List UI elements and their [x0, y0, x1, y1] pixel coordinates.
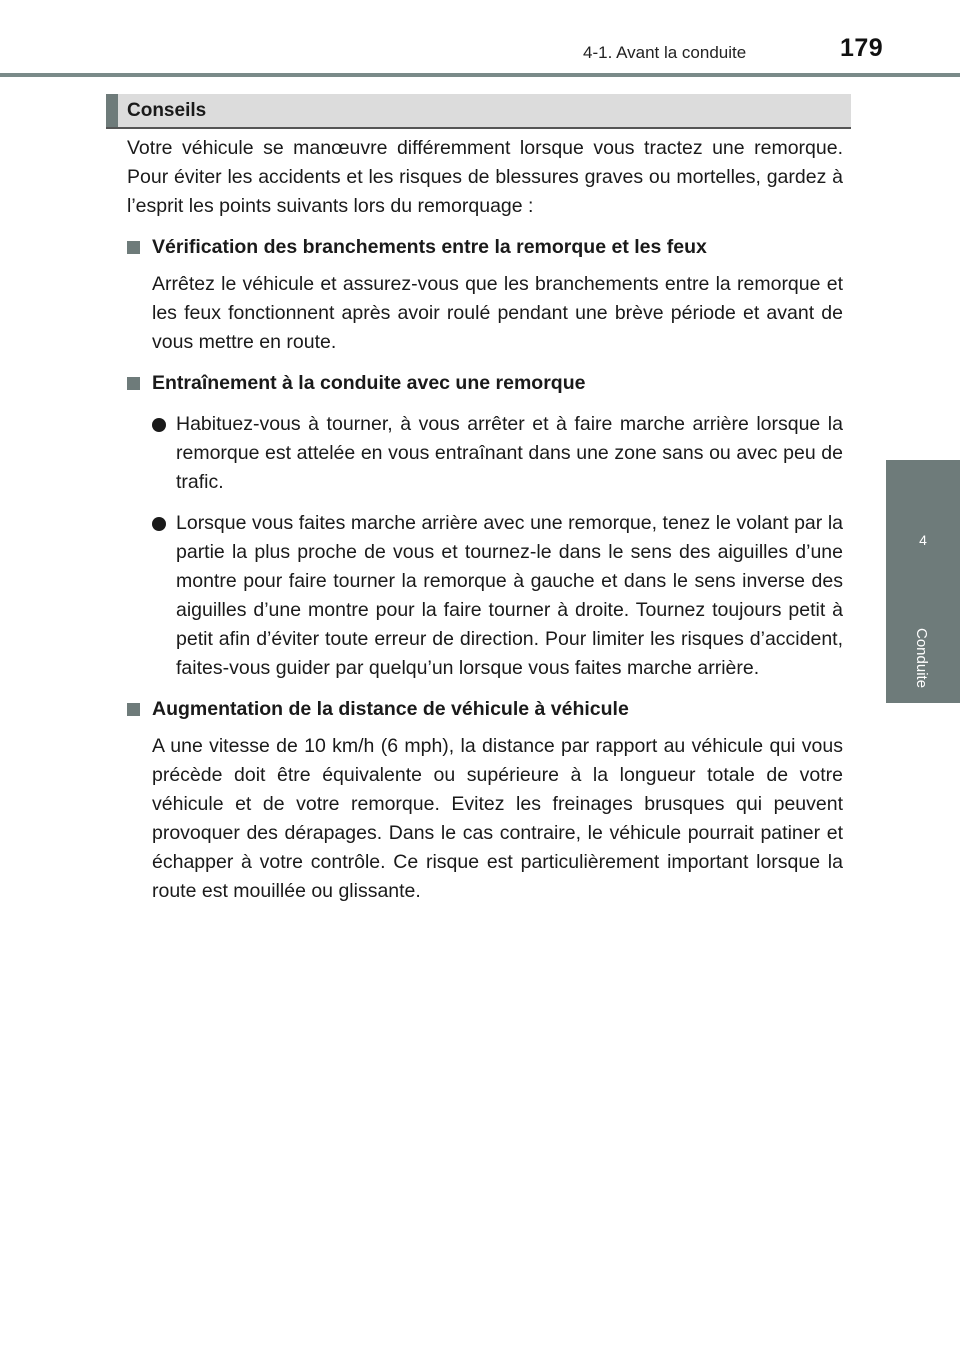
section-heading-training [127, 369, 843, 398]
conseils-title: Conseils [127, 100, 207, 121]
conseils-accent [106, 94, 118, 127]
conseils-content [127, 134, 843, 906]
section-title: 4-1. Avant la conduite [583, 43, 747, 62]
square-bullet-icon [127, 241, 140, 254]
square-bullet-icon [127, 377, 140, 390]
square-bullet-icon [127, 703, 140, 716]
section-text-connections: Arrêtez le véhicule et assurez-vous que les branchements entre la remorque et les feux fonctionnent après avoir roulé pendant une brève période et avant de vous mettre en route. [152, 273, 843, 353]
page-number: 179 [840, 34, 884, 62]
section-text-distance: A une vitesse de 10 km/h (6 mph), la distance par rapport au véhicule qui vous précède doit être équivalente ou supérieure à la longueur totale de votre véhicule et de votre remorque. Evitez les freinages brusques qui peuvent provoquer des dérapages. Dans le cas contraire, le véhicule pourrait patiner et échapper à votre contrôle. Ce risque est particulièrement important lorsque la route est mouillée ou glissante. [152, 735, 843, 902]
header-rule [0, 73, 960, 77]
heading-text: Entraînement à la conduite avec une remorque [152, 372, 586, 394]
heading-text: Vérification des branchements entre la remorque et les feux [152, 236, 707, 258]
intro-paragraph: Votre véhicule se manœuvre différemment lorsque vous tractez une remorque. Pour éviter les accidents et les risques de blessures graves ou mortelles, gardez à l’esprit les points suivants lors du remorquage : [127, 137, 843, 217]
circle-bullet-icon [152, 517, 166, 531]
list-item [152, 410, 843, 497]
heading-text: Augmentation de la distance de véhicule à véhicule [152, 698, 629, 720]
circle-bullet-icon [152, 418, 166, 432]
chapter-label: Conduite [913, 628, 930, 689]
list-item-text: Habituez-vous à tourner, à vous arrêter et à faire marche arrière lorsque la remorque est attelée en vous entraînant dans une zone sans ou avec peu de trafic. [176, 413, 843, 493]
chapter-number: 4 [919, 532, 927, 548]
list-item [152, 509, 843, 683]
section-heading-connections [127, 233, 843, 262]
section-heading-distance [127, 695, 843, 724]
conseils-header [106, 94, 851, 129]
chapter-tab [886, 460, 960, 703]
list-item-text: Lorsque vous faites marche arrière avec une remorque, tenez le volant par la partie la plus proche de vous et tournez-le dans le sens des aiguilles d’une montre pour faire tourner la remorque à gauche et dans le sens inverse des aiguilles d’une montre pour la faire tourner à droite. Tournez toujours petit à petit afin d’éviter toute erreur de direction. Pour limiter les risques d’accident, faites-vous guider par quelqu’un lorsque vous faites marche arrière. [176, 512, 843, 679]
